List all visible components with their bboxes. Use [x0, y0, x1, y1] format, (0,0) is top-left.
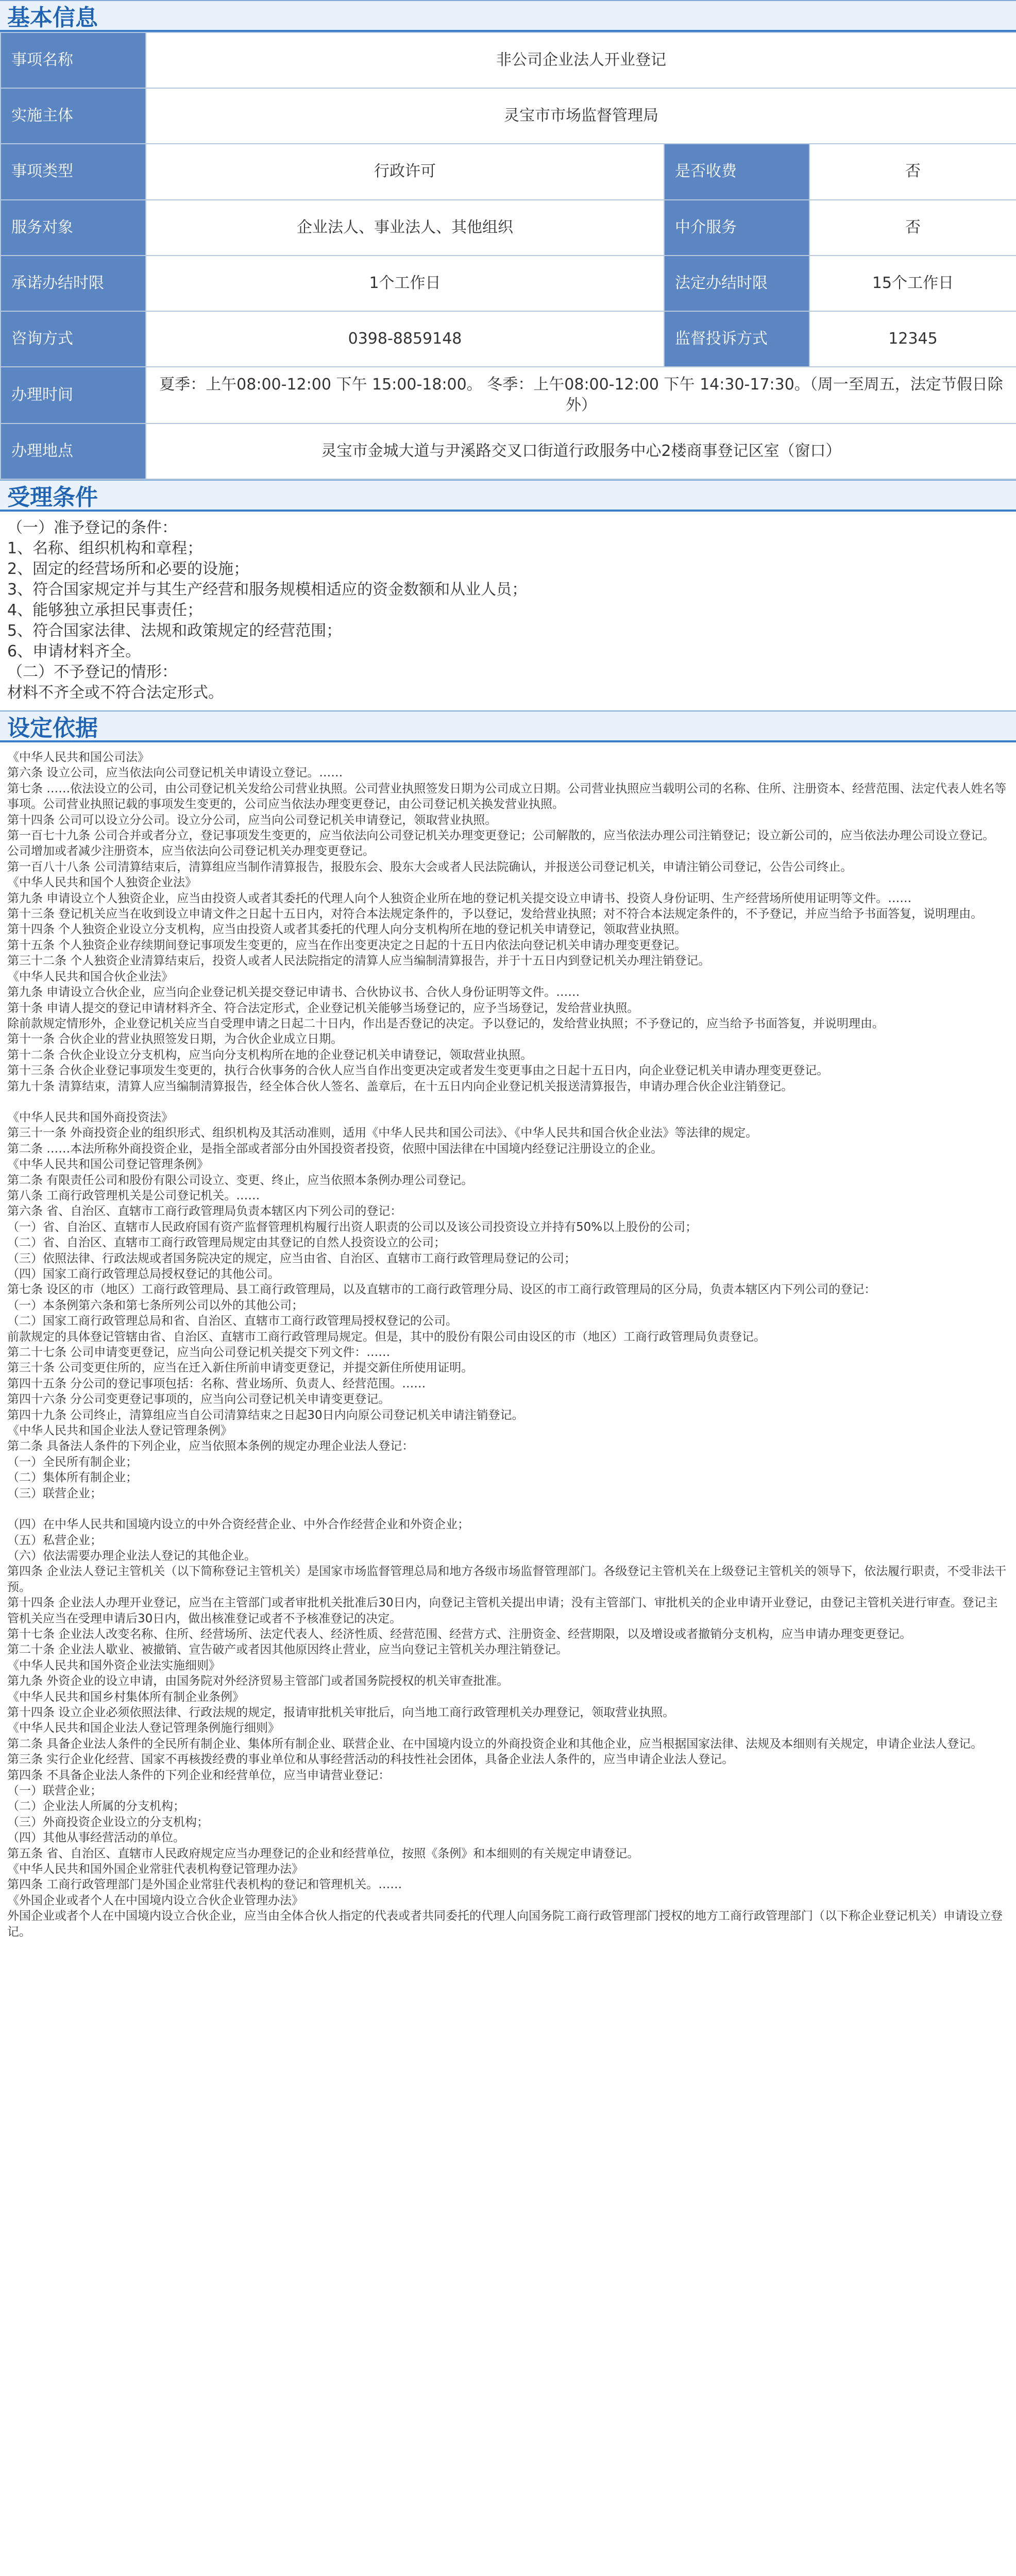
basis-line: 《中华人民共和国公司登记管理条例》 [7, 1158, 209, 1172]
basis-line: 第十二条 合伙企业设立分支机构，应当向分支机构所在地的企业登记机关申请登记，领取营业执照。 [7, 1048, 533, 1062]
basis-line: 《中华人民共和国外国企业常驻代表机构登记管理办法》 [7, 1862, 303, 1876]
complaint-label: 监督投诉方式 [664, 311, 809, 367]
basis-line: 第九十条 清算结束，清算人应当编制清算报告，经全体合伙人签名、盖章后，在十五日内向企业登记机关报送清算报告，申请办理合伙企业注销登记。 [7, 1079, 793, 1093]
basis-line: 第十四条 企业法人办理开业登记，应当在主管部门或者审批机关批准后30日内，向登记主管机关提出申请；没有主管部门、审批机关的企业申请开业登记，由登记主管机关进行审查。登记主管机关应当在受理申请后30日内，做出核准登记或者不予核准登记的决定。 [7, 1596, 998, 1625]
legal-time-value: 15个工作日 [809, 256, 1016, 311]
condition-line: （二）不予登记的情形： [7, 663, 177, 681]
basis-line: 第三十条 公司变更住所的，应当在迁入新住所前申请变更登记，并提交新住所使用证明。 [7, 1361, 473, 1375]
legal-time-label: 法定办结时限 [664, 256, 809, 311]
basis-line: 《中华人民共和国公司法》 [7, 751, 149, 764]
basis-line: 第六条 省、自治区、直辖市工商行政管理局负责本辖区内下列公司的登记： [7, 1205, 402, 1218]
basis-block-gap [7, 1094, 1009, 1110]
basis-line: 除前款规定情形外，企业登记机关应当自受理申请之日起二十日内，作出是否登记的决定。予以登记的，发给营业执照；不予登记的，应当给予书面答复，并说明理由。 [7, 1016, 884, 1030]
agency-value: 灵宝市市场监督管理局 [146, 88, 1016, 144]
basis-line: （二）企业法人所属的分支机构； [7, 1800, 185, 1814]
basis-line: 第九条 申请设立个人独资企业，应当由投资人或者其委托的代理人向个人独资企业所在地的登记机关提交设立申请书、投资人身份证明、生产经营场所使用证明等文件。…… [7, 891, 912, 905]
condition-line: （一）准予登记的条件： [7, 519, 177, 537]
basis-block [7, 750, 1009, 1094]
promised-time-label: 承诺办结时限 [1, 256, 146, 311]
conditions-title: 受理条件 [0, 480, 1016, 512]
conditions-text [0, 512, 1016, 710]
basis-line: 第四十五条 分公司的登记事项包括：名称、营业场所、负责人、经营范围。…… [7, 1377, 426, 1391]
hours-label: 办理时间 [1, 367, 146, 423]
basis-line: （一）本条例第六条和第七条所列公司以外的其他公司； [7, 1298, 303, 1312]
basis-block [7, 1110, 1009, 1501]
basis-line: （二）国家工商行政管理总局和省、自治区、直辖市工商行政管理局授权登记的公司。 [7, 1314, 458, 1328]
basis-line: 第十七条 企业法人改变名称、住所、经营场所、法定代表人、经济性质、经营范围、经营方式、注册资金、经营期限，以及增设或者撤销分支机构，应当申请办理变更登记。 [7, 1627, 912, 1641]
basis-line: 第九条 申请设立合伙企业，应当向企业登记机关提交登记申请书、合伙协议书、合伙人身份证明等文件。…… [7, 986, 580, 999]
basis-block-gap [7, 1501, 1009, 1517]
condition-line: 2、固定的经营场所和必要的设施； [7, 560, 249, 578]
basis-line: 第一百八十八条 公司清算结束后，清算组应当制作清算报告，报股东会、股东大会或者人民法院确认，并报送公司登记机关，申请注销公司登记，公告公司终止。 [7, 860, 853, 874]
basic-row-location [1, 423, 1016, 479]
service-target-value: 企业法人、事业法人、其他组织 [146, 200, 664, 256]
basis-line: （四）其他从事经营活动的单位。 [7, 1831, 185, 1845]
basis-line: 第七条 设区的市（地区）工商行政管理局、县工商行政管理局，以及直辖市的工商行政管理分局、设区的市工商行政管理局的区分局，负责本辖区内下列公司的登记： [7, 1283, 876, 1297]
condition-line: 5、符合国家法律、法规和政策规定的经营范围； [7, 622, 342, 640]
basis-line: 《外国企业或者个人在中国境内设立合伙企业管理办法》 [7, 1893, 303, 1907]
basis-line: 第十四条 公司可以设立分公司。设立分公司，应当向公司登记机关申请登记，领取营业执照。 [7, 813, 497, 827]
basis-line: （四）国家工商行政管理总局授权登记的其他公司。 [7, 1267, 280, 1281]
condition-line: 3、符合国家规定并与其生产经营和服务规模相适应的资金数额和从业人员； [7, 581, 528, 599]
hours-value: 夏季：上午08:00-12:00 下午 15:00-18:00。 冬季：上午08:00-12:00 下午 14:30-17:30。（周一至周五，法定节假日除外） [146, 367, 1016, 423]
condition-line: 6、申请材料齐全。 [7, 642, 141, 660]
basis-line: 第五条 省、自治区、直辖市人民政府规定应当办理登记的企业和经营单位，按照《条例》和本细则的有关规定申请登记。 [7, 1846, 639, 1860]
basis-line: （二）省、自治区、直辖市工商行政管理局规定由其登记的自然人投资设立的公司； [7, 1236, 446, 1250]
promised-time-value: 1个工作日 [146, 256, 664, 311]
basis-line: 第四十九条 公司终止，清算组应当自公司清算结束之日起30日内向原公司登记机关申请注销登记。 [7, 1408, 524, 1422]
basis-line: 《中华人民共和国企业法人登记管理条例施行细则》 [7, 1721, 280, 1735]
basis-line: 《中华人民共和国合伙企业法》 [7, 970, 173, 984]
basis-line: 《中华人民共和国个人独资企业法》 [7, 876, 197, 890]
consult-value: 0398-8859148 [146, 311, 664, 367]
basis-line: （五）私营企业； [7, 1533, 102, 1547]
complaint-value: 12345 [809, 311, 1016, 367]
basis-line: 第十四条 设立企业必须依照法律、行政法规的规定，报请审批机关审批后，向当地工商行政管理机关办理登记，领取营业执照。 [7, 1705, 675, 1719]
basis-line: 第十条 申请人提交的登记申请材料齐全、符合法定形式，企业登记机关能够当场登记的，应予当场登记，发给营业执照。 [7, 1001, 639, 1015]
basic-row-timelimit [1, 256, 1016, 311]
basis-line: （一）全民所有制企业； [7, 1455, 138, 1469]
basis-line: 第四条 工商行政管理部门是外国企业常驻代表机构的登记和管理机关。…… [7, 1878, 402, 1892]
consult-label: 咨询方式 [1, 311, 146, 367]
condition-line: 材料不齐全或不符合法定形式。 [7, 684, 224, 702]
basis-line: 《中华人民共和国外资企业法实施细则》 [7, 1658, 221, 1672]
service-target-label: 服务对象 [1, 200, 146, 256]
basis-line: 第三十一条 外商投资企业的组织形式、组织机构及其活动准则，适用《中华人民共和国公司法》、《中华人民共和国合伙企业法》等法律的规定。 [7, 1126, 758, 1140]
basis-line: 第十三条 登记机关应当在收到设立申请文件之日起十五日内，对符合本法规定条件的，予以登记，发给营业执照；对不符合本法规定条件的，不予登记，并应当给予书面答复，说明理由。 [7, 907, 983, 921]
basis-line: 《中华人民共和国外商投资法》 [7, 1110, 173, 1124]
basis-line: （一）省、自治区、直辖市人民政府国有资产监督管理机构履行出资人职责的公司以及该公司投资设立并持有50%以上股份的公司； [7, 1220, 698, 1234]
basis-line: （一）联营企业； [7, 1784, 102, 1798]
basis-line: （二）集体所有制企业； [7, 1471, 138, 1485]
basic-row-agency [1, 88, 1016, 144]
basic-row-type [1, 144, 1016, 200]
basis-line: （六）依法需要办理企业法人登记的其他企业。 [7, 1549, 256, 1563]
basis-line: 第二十七条 公司申请变更登记，应当向公司登记机关提交下列文件：…… [7, 1346, 391, 1360]
item-name-label: 事项名称 [1, 32, 146, 88]
basic-row-target [1, 200, 1016, 256]
basis-line: 第二条 具备企业法人条件的全民所有制企业、集体所有制企业、联营企业、在中国境内设立的外商投资企业和其他企业，应当根据国家法律、法规及本细则有关规定，申请企业法人登记。 [7, 1737, 983, 1751]
item-type-value: 行政许可 [146, 144, 664, 200]
basis-line: 第二条 具备法人条件的下列企业，应当依照本条例的规定办理企业法人登记： [7, 1439, 414, 1453]
basic-info-title: 基本信息 [0, 0, 1016, 32]
basis-line: 第二十条 企业法人歇业、被撤销、宣告破产或者因其他原因终止营业，应当向登记主管机关办理注销登记。 [7, 1643, 568, 1657]
basis-text [0, 742, 1016, 2576]
basic-row-contact [1, 311, 1016, 367]
basis-block [7, 1517, 1009, 1940]
basis-line: 第十五条 个人独资企业存续期间登记事项发生变更的，应当在作出变更决定之日起的十五日内依法向登记机关申请办理变更登记。 [7, 938, 687, 952]
basis-line: 《中华人民共和国企业法人登记管理条例》 [7, 1424, 232, 1438]
basis-line: 第三十二条 个人独资企业清算结束后，投资人或者人民法院指定的清算人应当编制清算报告，并于十五日内到登记机关办理注销登记。 [7, 954, 710, 968]
location-value: 灵宝市金城大道与尹溪路交叉口街道行政服务中心2楼商事登记区室（窗口） [146, 423, 1016, 479]
basis-line: 第七条 ……依法设立的公司，由公司登记机关发给公司营业执照。公司营业执照签发日期为公司成立日期。公司营业执照应当载明公司的名称、住所、注册资本、经营范围、法定代表人姓名等事项。公司营业执照记载的事项发生变更的，公司应当依法办理变更登记，由公司登记机关换发营业执照。 [7, 782, 1007, 811]
basis-line: 第四条 企业法人登记主管机关（以下简称登记主管机关）是国家市场监督管理总局和地方各级市场监督管理部门。各级登记主管机关在上级登记主管机关的领导下，依法履行职责，不受非法干预。 [7, 1565, 1007, 1594]
basic-row-name [1, 32, 1016, 88]
fee-label: 是否收费 [664, 144, 809, 200]
basis-line: 第二条 ……本法所称外商投资企业，是指全部或者部分由外国投资者投资，依照中国法律在中国境内经登记注册设立的企业。 [7, 1142, 663, 1156]
fee-value: 否 [809, 144, 1016, 200]
basis-title: 设定依据 [0, 710, 1016, 742]
agency-label: 实施主体 [1, 88, 146, 144]
basis-line: 第二条 有限责任公司和股份有限公司设立、变更、终止，应当依照本条例办理公司登记。 [7, 1173, 473, 1187]
basis-line: 第十一条 合伙企业的营业执照签发日期，为合伙企业成立日期。 [7, 1032, 343, 1046]
basis-line: 公司增加或者减少注册资本，应当依法向公司登记机关办理变更登记。 [7, 844, 375, 858]
agency-service-value: 否 [809, 200, 1016, 256]
basis-line: 第一百七十九条 公司合并或者分立，登记事项发生变更的，应当依法向公司登记机关办理变更登记；公司解散的，应当依法办理公司注销登记；设立新公司的，应当依法办理公司设立登记。 [7, 829, 995, 843]
basis-line: 前款规定的具体登记管辖由省、自治区、直辖市工商行政管理局规定。但是，其中的股份有限公司由设区的市（地区）工商行政管理局负责登记。 [7, 1330, 766, 1344]
basis-line: 第八条 工商行政管理机关是公司登记机关。…… [7, 1189, 260, 1202]
basis-line: （三）依照法律、行政法规或者国务院决定的规定，应当由省、自治区、直辖市工商行政管理局登记的公司； [7, 1251, 576, 1265]
basis-line: （四）在中华人民共和国境内设立的中外合资经营企业、中外合作经营企业和外资企业； [7, 1518, 469, 1532]
agency-service-label: 中介服务 [664, 200, 809, 256]
basic-info-table [0, 32, 1016, 480]
location-label: 办理地点 [1, 423, 146, 479]
basis-line: 第十四条 个人独资企业设立分支机构，应当由投资人或者其委托的代理人向分支机构所在地的登记机关申请登记，领取营业执照。 [7, 923, 687, 937]
basis-line: 第四条 不具备企业法人条件的下列企业和经营单位，应当申请营业登记： [7, 1768, 391, 1782]
basis-line: 第四十六条 分公司变更登记事项的，应当向公司登记机关申请变更登记。 [7, 1393, 391, 1406]
basis-line: 《中华人民共和国乡村集体所有制企业条例》 [7, 1690, 244, 1704]
condition-line: 4、能够独立承担民事责任； [7, 601, 203, 619]
basis-line: 第六条 设立公司，应当依法向公司登记机关申请设立登记。…… [7, 766, 343, 780]
basis-line: 外国企业或者个人在中国境内设立合伙企业，应当由全体合伙人指定的代表或者共同委托的代理人向国务院工商行政管理部门授权的地方工商行政管理部门（以下称企业登记机关）申请设立登记。 [7, 1909, 1003, 1939]
basis-line: （三）外商投资企业设立的分支机构； [7, 1815, 209, 1829]
basic-row-hours [1, 367, 1016, 423]
basis-line: 第三条 实行企业化经营、国家不再核拨经费的事业单位和从事经营活动的科技性社会团体，具备企业法人条件的，应当申请企业法人登记。 [7, 1753, 734, 1767]
basis-line: （三）联营企业； [7, 1486, 102, 1500]
basis-line: 第十三条 合伙企业登记事项发生变更的，执行合伙事务的合伙人应当自作出变更决定或者发生变更事由之日起十五日内，向企业登记机关申请办理变更登记。 [7, 1064, 829, 1078]
item-name-value: 非公司企业法人开业登记 [146, 32, 1016, 88]
item-type-label: 事项类型 [1, 144, 146, 200]
condition-line: 1、名称、组织机构和章程； [7, 539, 203, 557]
basis-line: 第九条 外资企业的设立申请，由国务院对外经济贸易主管部门或者国务院授权的机关审查批准。 [7, 1674, 509, 1688]
